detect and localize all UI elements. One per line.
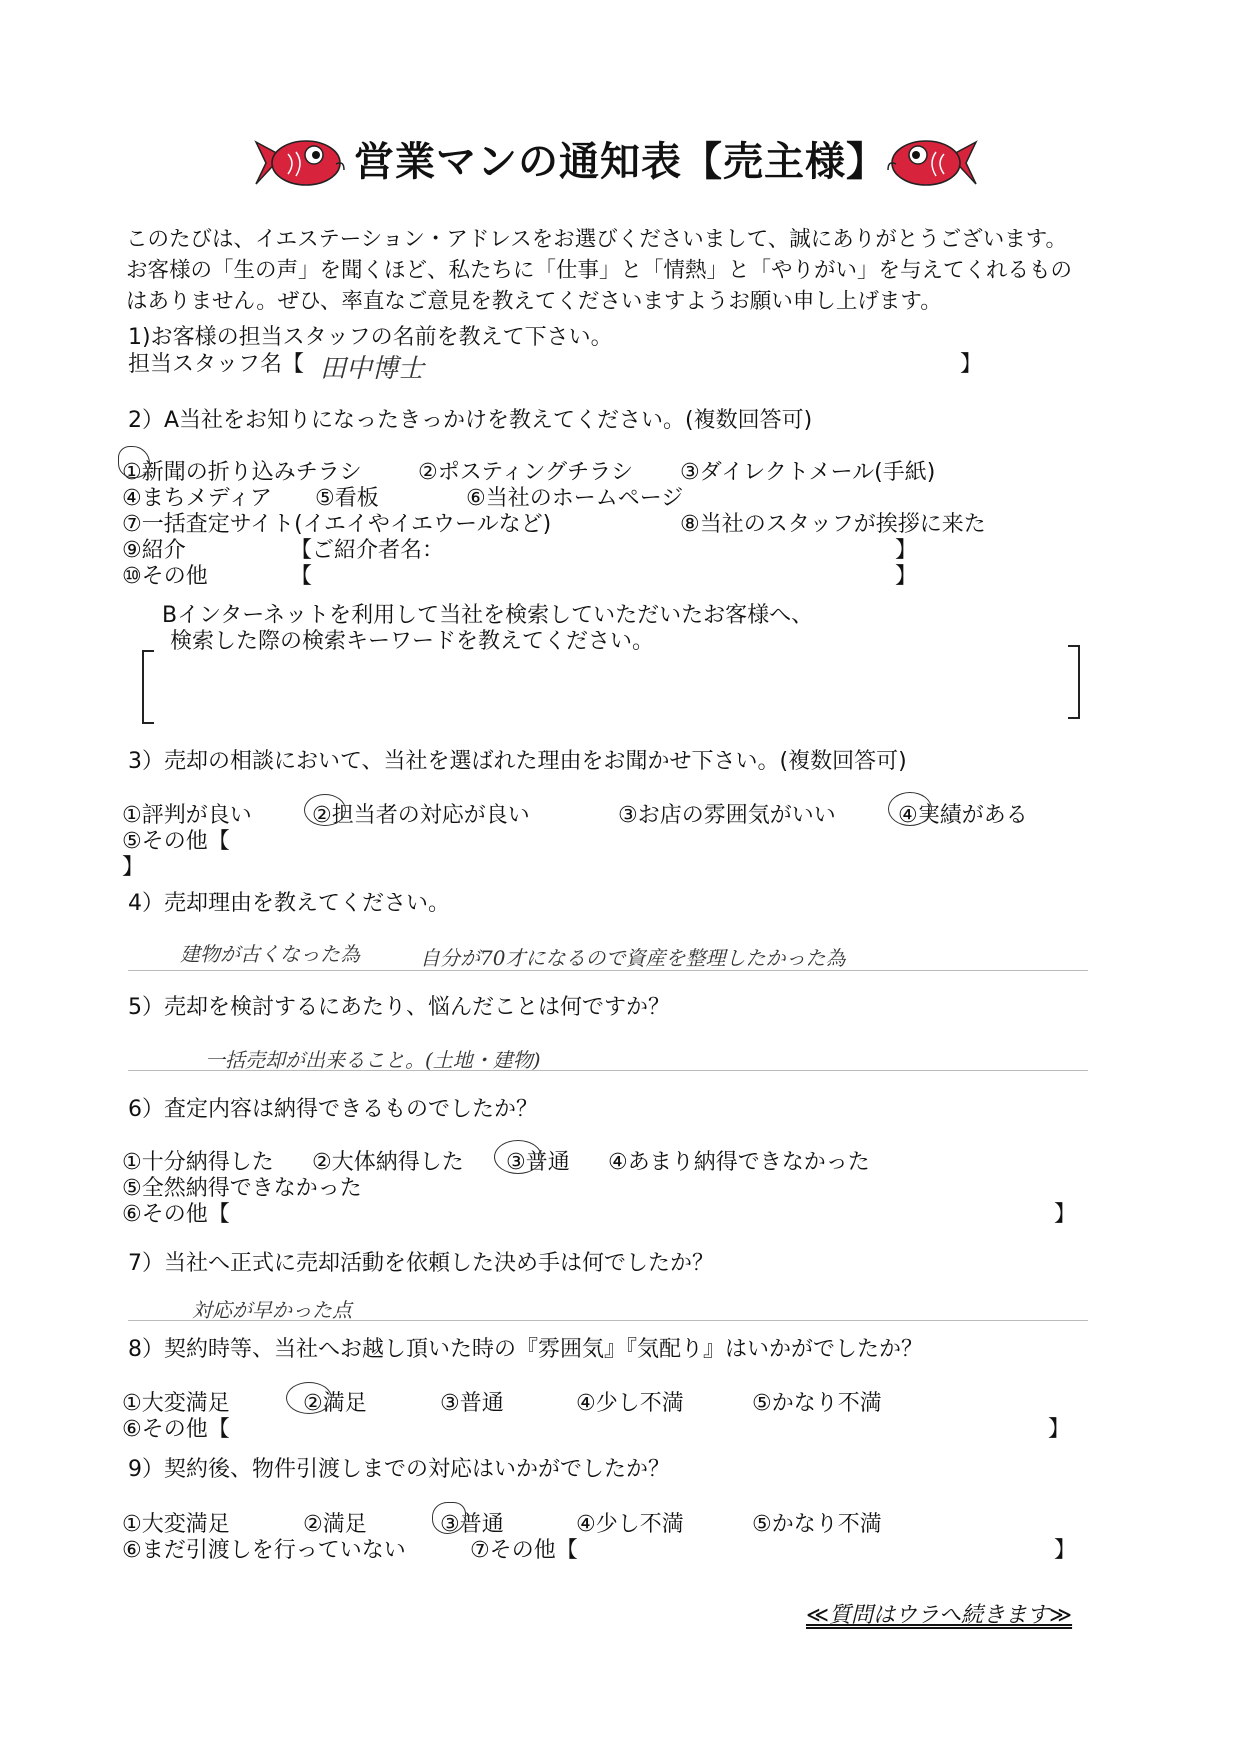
q3-option-4: ④実績がある [898,803,1028,828]
q6-option-2: ②大体納得した [312,1150,464,1175]
q9-option-1: ①大変満足 [122,1512,230,1537]
q5-answer: 一括売却が出来ること。(土地・建物) [205,1048,541,1072]
q8-close-bracket: 】 [1048,1417,1071,1442]
page-title: 営業マンの通知表【売主様】 [354,139,887,185]
q4-answer-2: 自分が70才になるので資産を整理したかった為 [420,946,846,970]
q3-option-4-mark [888,792,932,826]
q4-answer-1: 建物が古くなった為 [180,942,360,966]
q2-option-1: ①新聞の折り込みチラシ [122,460,362,485]
q3-option-2-mark [304,794,346,826]
q2-referral-label: 【ご紹介者名： [290,538,445,563]
q3-option-1: ①評判が良い [122,803,252,828]
q3-option-3: ③お店の雰囲気がいい [618,803,836,828]
q3-question: 3）売却の相談において、当社を選ばれた理由をお聞かせ下さい。(複数回答可) [128,749,907,774]
q2-other-close: 】 [895,564,918,589]
q2-option-6: ⑥当社のホームページ [466,486,684,511]
q7-answer-line [128,1320,1088,1321]
q6-option-6: ⑥その他【 [122,1202,230,1227]
q9-option-6: ⑥まだ引渡しを行っていない [122,1538,406,1563]
q2-option-10: ⑩その他 [122,564,208,589]
q7-answer: 対応が早かった点 [192,1298,352,1322]
continued-note: ≪質問はウラへ続きます≫ [806,1603,1073,1628]
q1-answer: 田中博士 [320,354,425,384]
q8-option-5: ⑤かなり不満 [752,1391,882,1416]
q4-question: 4）売却理由を教えてください。 [128,891,450,916]
q2-option-1-mark [118,446,150,478]
q8-option-6: ⑥その他【 [122,1417,230,1442]
q1-label: 担当スタッフ名【 [128,352,305,377]
q1-close-bracket: 】 [960,352,983,377]
q9-option-2: ②満足 [303,1512,367,1537]
right-fish-icon [884,132,984,194]
intro-text: このたびは、イエステーション・アドレスをお選びくださいまして、誠にありがとうございます。お客様の「生の声」を聞くほど、私たちに「仕事」と「情熱」と「やりがい」を与えてくれるものはありません。ぜひ、率直なご意見を教えてくださいますようお願い申し上げます。 [126,227,1073,314]
q2-keyword-box-left [142,650,154,724]
q5-answer-line [128,1070,1088,1071]
q6-option-5: ⑤全然納得できなかった [122,1176,362,1201]
q2-option-9: ⑨紹介 [122,538,186,563]
q9-option-7: ⑦その他【 [470,1538,578,1563]
q2-question: 2）A当社をお知りになったきっかけを教えてください。(複数回答可) [128,408,813,433]
q2-option-3: ③ダイレクトメール(手紙) [680,460,936,485]
q8-option-4: ④少し不満 [576,1391,684,1416]
q9-option-5: ⑤かなり不満 [752,1512,882,1537]
q2-b-line1: Bインターネットを利用して当社を検索していただいたお客様へ、 [162,603,814,628]
q2-option-2: ②ポスティングチラシ [418,460,634,485]
q3-option-2: ②担当者の対応が良い [312,803,530,828]
q8-question: 8）契約時等、当社へお越し頂いた時の『雰囲気』『気配り』はいかがでしたか？ [128,1337,923,1362]
q6-option-4: ④あまり納得できなかった [608,1150,870,1175]
q9-close-bracket: 】 [1054,1538,1077,1563]
q2-option-5: ⑤看板 [315,486,379,511]
q6-question: 6）査定内容は納得できるものでしたか？ [128,1097,538,1122]
q2-option-7: ⑦一括査定サイト(イエイやイエウールなど) [122,512,552,537]
q1-question: 1)お客様の担当スタッフの名前を教えて下さい。 [128,325,613,350]
q8-option-2: ②満足 [303,1391,367,1416]
q8-option-2-mark [286,1382,332,1414]
q8-option-3: ③普通 [440,1391,504,1416]
q2-referral-close: 】 [895,538,918,563]
q9-option-3: ③普通 [440,1512,504,1537]
q9-option-4: ④少し不満 [576,1512,684,1537]
q6-option-3: ③普通 [506,1150,570,1175]
q9-question: 9）契約後、物件引渡しまでの対応はいかがでしたか？ [128,1457,670,1482]
q2-option-8: ⑧当社のスタッフが挨拶に来た [680,512,986,537]
left-fish-icon [248,132,348,194]
q6-option-3-mark [494,1140,542,1174]
q4-answer-line [128,970,1088,971]
q2-keyword-box-right [1068,645,1080,719]
q5-question: 5）売却を検討するにあたり、悩んだことは何ですか？ [128,995,670,1020]
q7-question: 7）当社へ正式に売却活動を依頼した決め手は何でしたか？ [128,1251,714,1276]
q3-option-5: ⑤その他【 [122,829,230,854]
q2-other-open: 【 [290,564,313,589]
q2-b-line2: 検索した際の検索キーワードを教えてください。 [170,629,655,654]
q3-close-bracket: 】 [122,855,145,880]
q2-option-4: ④まちメディア [122,486,272,511]
q6-close-bracket: 】 [1054,1202,1077,1227]
q6-option-1: ①十分納得した [122,1150,274,1175]
q8-option-1: ①大変満足 [122,1391,230,1416]
